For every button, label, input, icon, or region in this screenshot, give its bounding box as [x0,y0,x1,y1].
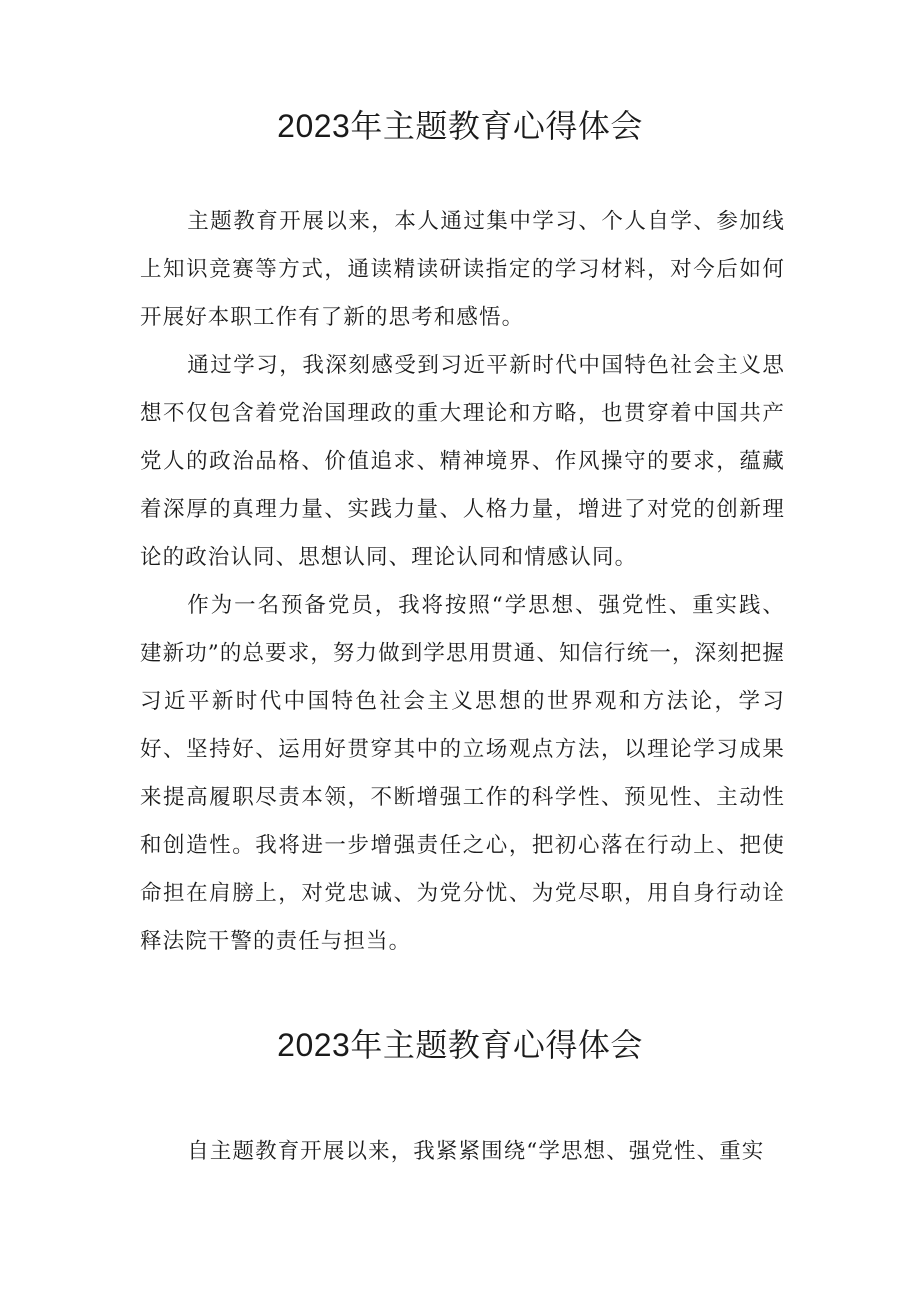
document-body-second [140,1128,785,1176]
paragraph: 通过学习，我深刻感受到习近平新时代中国特色社会主义思想不仅包含着党治国理政的重大理论和方略，也贯穿着中国共产党人的政治品格、价值追求、精神境界、作风操守的要求，蕴藏着深厚的真理力量、实践力量、人格力量，增进了对党的创新理论的政治认同、思想认同、理论认同和情感认同。 [140,353,785,570]
document-title-second: 2023年主题教育心得体会 [277,1027,643,1063]
document-title: 2023年主题教育心得体会 [277,108,643,144]
paragraph: 主题教育开展以来，本人通过集中学习、个人自学、参加线上知识竞赛等方式，通读精读研读指定的学习材料，对今后如何开展好本职工作有了新的思考和感悟。 [140,209,785,330]
paragraph: 作为一名预备党员，我将按照“学思想、强党性、重实践、建新功”的总要求，努力做到学思用贯通、知信行统一，深刻把握习近平新时代中国特色社会主义思想的世界观和方法论，学习好、坚持好、运用好贯穿其中的立场观点方法，以理论学习成果来提高履职尽责本领，不断增强工作的科学性、预见性、主动性和创造性。我将进一步增强责任之心，把初心落在行动上、把使命担在肩膀上，对党忠诚、为党分忧、为党尽职，用自身行动诠释法院干警的责任与担当。 [140,593,785,954]
document-body [140,198,785,966]
paragraph: 自主题教育开展以来，我紧紧围绕“学思想、强党性、重实 [187,1139,765,1164]
